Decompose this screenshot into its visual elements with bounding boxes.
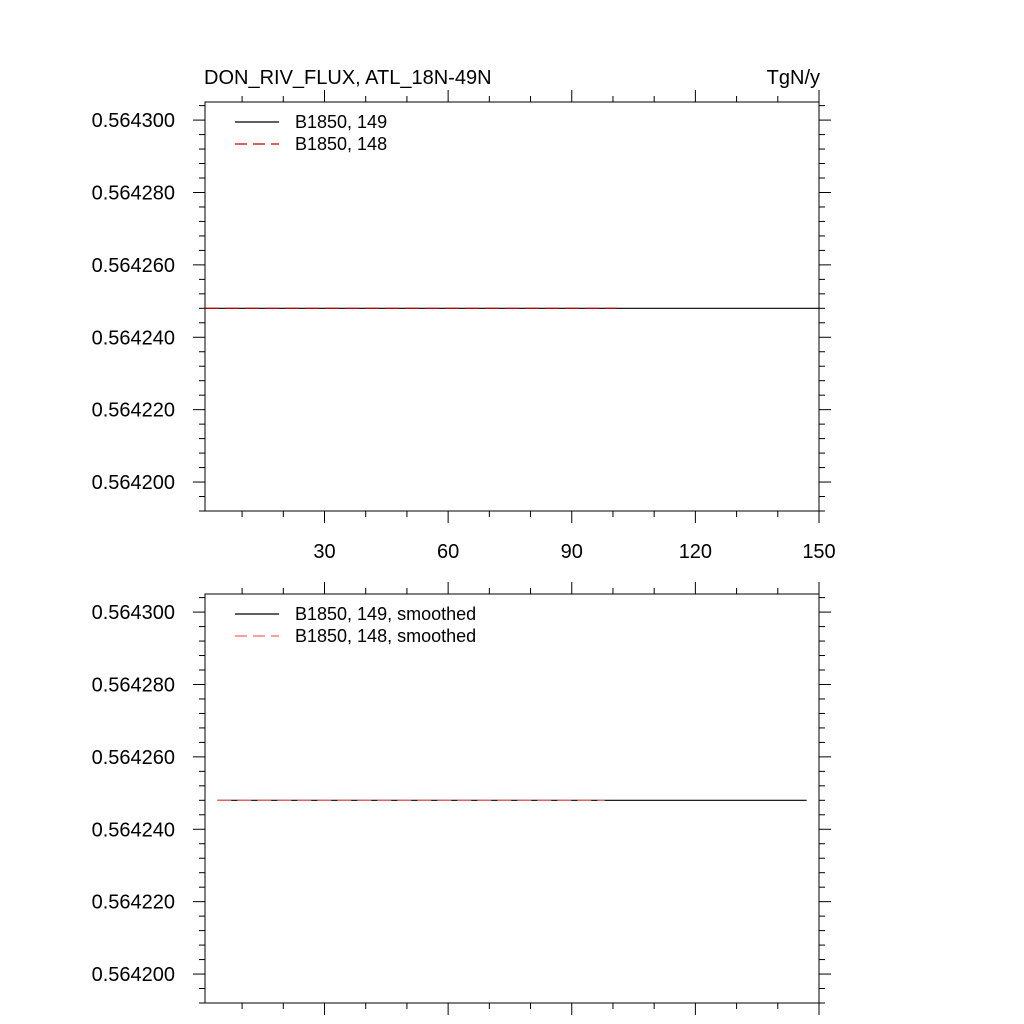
top-panel <box>92 90 836 563</box>
bottom-legend-label-2: B1850, 148, smoothed <box>295 626 477 646</box>
top-y-tick-label: 0.564200 <box>91 472 175 495</box>
chart-title: DON_RIV_FLUX, ATL_18N-49N <box>204 67 492 89</box>
top-x-tick-label: 150 <box>802 541 836 563</box>
bottom-y-tick-label: 0.564300 <box>91 602 175 625</box>
top-y-tick-label: 0.564280 <box>91 182 175 205</box>
bottom-y-tick-label: 0.564280 <box>91 674 175 697</box>
top-x-tick-label: 30 <box>313 541 336 563</box>
top-x-tick-label: 120 <box>678 541 713 563</box>
top-legend-label-1: B1850, 149 <box>295 112 388 132</box>
chart-units: TgN/y <box>766 67 820 89</box>
top-plot-frame <box>205 102 819 511</box>
bottom-plot-frame <box>205 594 819 1003</box>
top-y-tick-label: 0.564300 <box>91 110 175 133</box>
bottom-y-tick-label: 0.564260 <box>91 746 175 769</box>
top-y-tick-label: 0.564240 <box>91 327 175 350</box>
bottom-legend-label-1: B1850, 149, smoothed <box>295 604 477 624</box>
top-y-tick-label: 0.564220 <box>91 399 175 422</box>
top-legend-label-2: B1850, 148 <box>295 134 388 154</box>
bottom-y-tick-label: 0.564240 <box>91 819 175 842</box>
bottom-panel <box>92 582 831 1015</box>
bottom-y-tick-label: 0.564200 <box>91 964 175 987</box>
top-y-tick-label: 0.564260 <box>91 254 175 277</box>
top-x-tick-label: 90 <box>560 541 583 563</box>
bottom-y-tick-label: 0.564220 <box>91 891 175 914</box>
top-x-tick-label: 60 <box>437 541 460 563</box>
